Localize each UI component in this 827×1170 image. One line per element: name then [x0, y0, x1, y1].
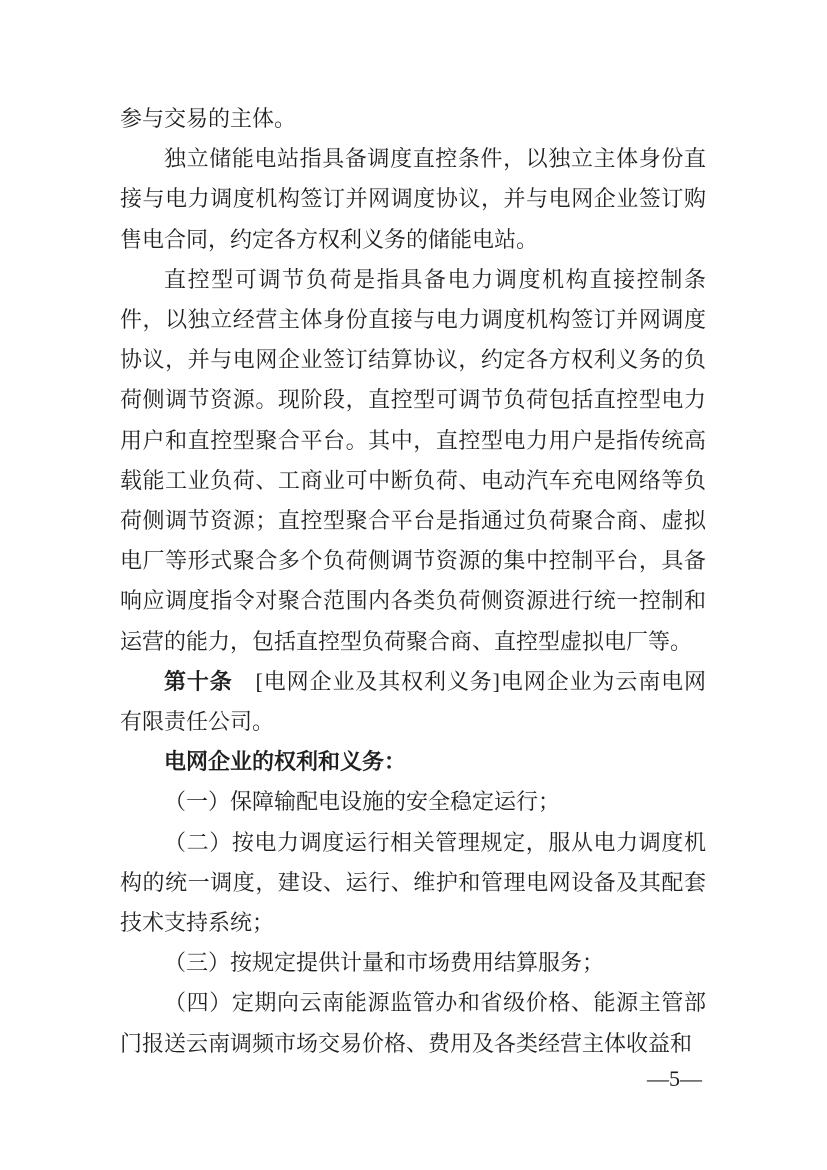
text-run: （一）保障输配电设施的安全稳定运行； [164, 789, 561, 815]
text-run: 参与交易的主体。 [120, 106, 297, 131]
page-footer [647, 1066, 702, 1092]
text-run: 独立储能电站指具备调度直控条件，以独立主体身份直接与电力调度机构签订并网调度协议，并与电网企业签订购售电合同，约定各方权利义务的储能电站。 [120, 146, 706, 252]
paragraph [120, 662, 706, 742]
paragraph [120, 139, 706, 260]
text-run: 电网企业为云南电网有限责任公司。 [120, 668, 706, 735]
text-run: [电网企业及其权利义务] [232, 668, 500, 694]
paragraph [120, 823, 706, 944]
document-body [120, 99, 706, 1064]
bold-text-run: 第十条 [164, 668, 233, 694]
text-run: （四）定期向云南能源监管办和省级价格、能源主管部门报送云南调频市场交易价格、费用及各类经营主体收益和 [120, 990, 706, 1056]
text-run: 直控型可调节负荷是指具备电力调度机构直接控制条件，以独立经营主体身份直接与电力调度机构签订并网调度协议，并与电网企业签订结算协议，约定各方权利义务的负荷侧调节资源。现阶段，直控型可调节负荷包括直控型电力用户和直控型聚合平台。其中，直控型电力用户是指传统高载能工业负荷、工商业可中断负荷、电动汽车充电网络等负荷侧调节资源；直控型聚合平台是指通过负荷聚合商、虚拟电厂等形式聚合多个负荷侧调节资源的集中控制平台，具备响应调度指令对聚合范围内各类负荷侧资源进行统一控制和运营的能力，包括直控型负荷聚合商、直控型虚拟电厂等。 [120, 266, 706, 654]
paragraph [120, 260, 706, 662]
paragraph [120, 99, 706, 139]
paragraph [120, 943, 706, 983]
paragraph [120, 782, 706, 822]
text-run: （三）按规定提供计量和市场费用结算服务； [164, 950, 605, 976]
text-run: （二）按电力调度运行相关管理规定，服从电力调度机构的统一调度，建设、运行、维护和管理电网设备及其配套技术支持系统； [120, 829, 706, 936]
paragraph [120, 742, 706, 782]
bold-text-run: 电网企业的权利和义务： [164, 749, 407, 775]
paragraph [120, 983, 706, 1063]
page-number: —5— [647, 1066, 702, 1091]
